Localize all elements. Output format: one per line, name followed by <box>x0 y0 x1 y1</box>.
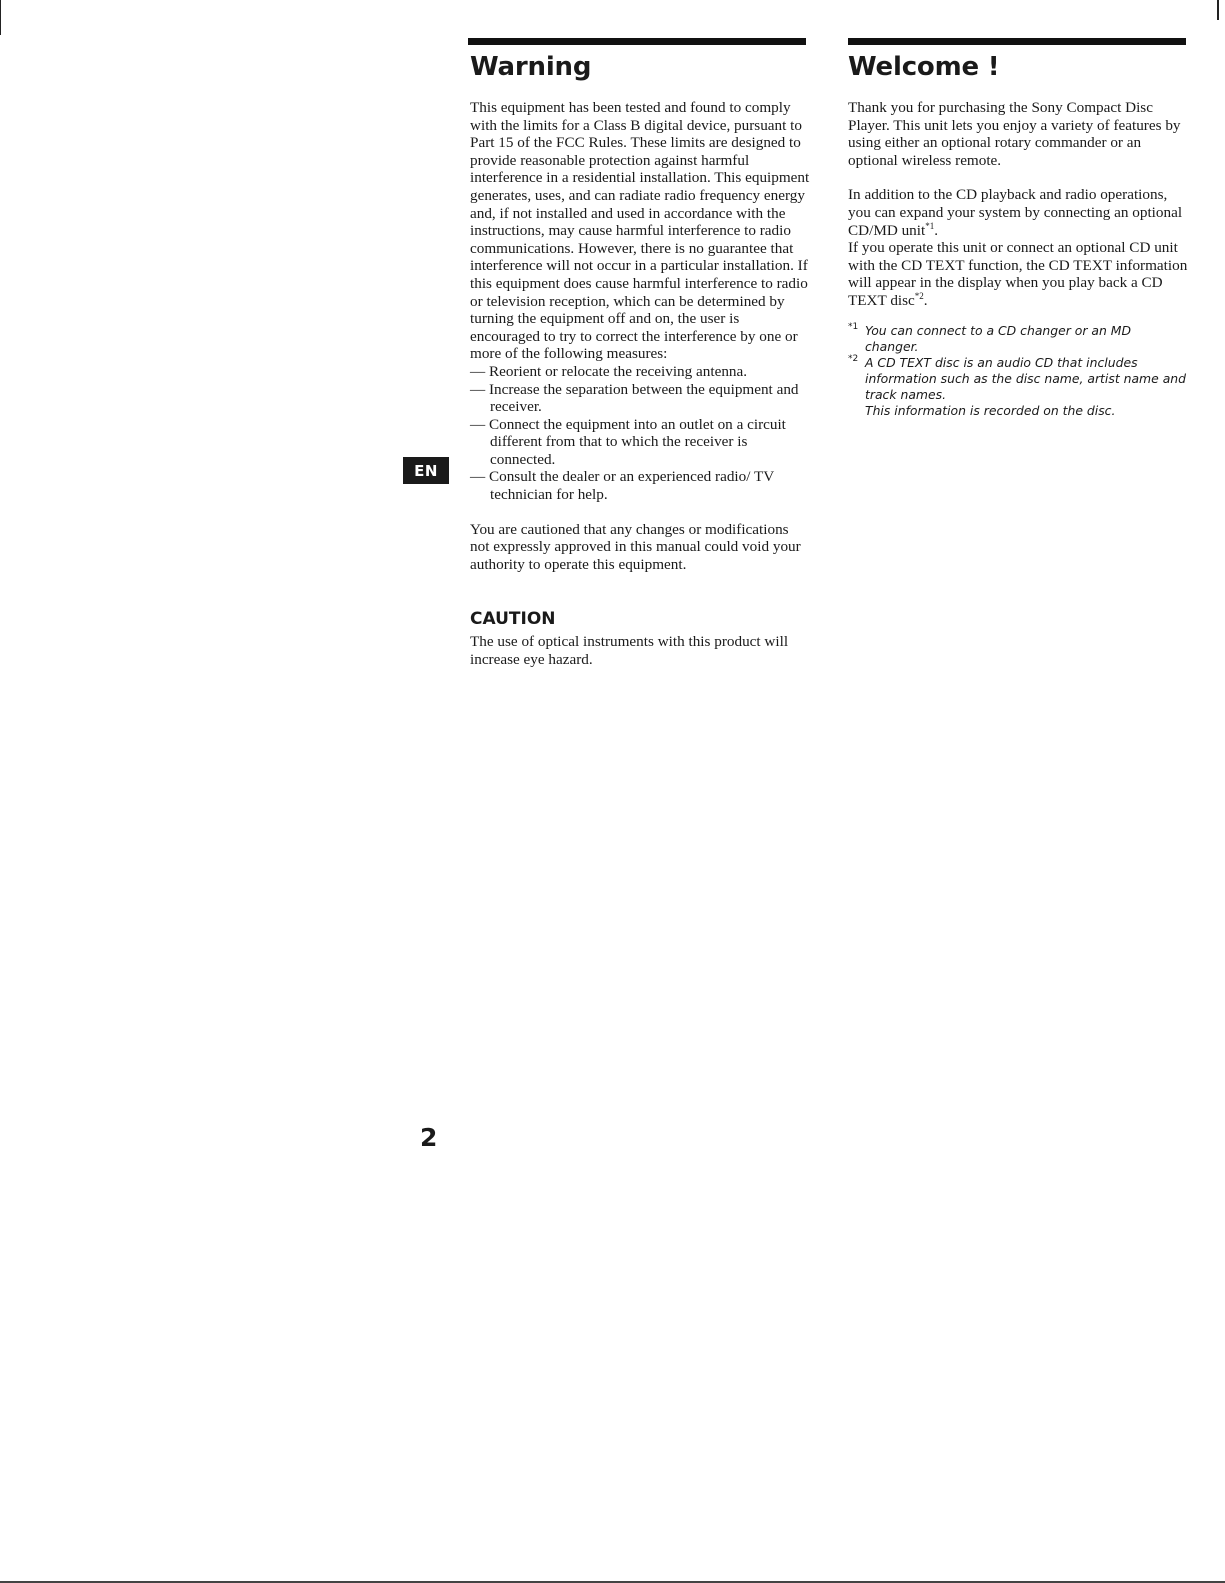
measure-item: — Connect the equipment into an outlet on a circuit different from that to which the receiver is connected. <box>470 416 810 469</box>
expansion-text: In addition to the CD playback and radio operations, you can expand your system by connecting an optional CD/MD unit <box>848 186 1183 239</box>
page-edge-left <box>0 0 1 35</box>
expansion-paragraph <box>848 186 1188 309</box>
footnote-mark: *1 <box>925 220 935 231</box>
caution-heading: CAUTION <box>470 609 556 630</box>
footnote-text: A CD TEXT disc is an audio CD that includes information such as the disc name, artist name and track names. <box>865 354 1187 402</box>
footnotes <box>848 323 1188 419</box>
modifications-paragraph: You are cautioned that any changes or modifications not expressly approved in this manual could void your authority to operate this equipment. <box>470 520 801 573</box>
section-rule <box>468 38 806 45</box>
footnote-text: You can connect to a CD changer or an MD changer. <box>865 322 1132 354</box>
section-rule <box>848 38 1186 45</box>
warning-column <box>470 38 810 669</box>
cd-text-text: If you operate this unit or connect an optional CD unit with the CD TEXT function, the CD TEXT information will appear in the display when you play back a CD TEXT disc <box>848 239 1188 309</box>
expansion-end: . <box>934 221 939 239</box>
measure-item: — Reorient or relocate the receiving antenna. <box>470 363 810 381</box>
warning-paragraph: This equipment has been tested and found to comply with the limits for a Class B digital device, pursuant to Part 15 of the FCC Rules. These limits are designed to provide reasonable protection against harmful interference in a residential installation. This equipment generates, uses, and can radiate radio frequency energy and, if not installed and used in accordance with the instructions, may cause harmful interference to radio communications. However, there is no guarantee that interference will not occur in a particular installation. If this equipment does cause harmful interference to radio or television reception, which can be determined by turning the equipment off and on, the user is encouraged to try to correct the interference by one or more of the following measures: <box>470 99 810 363</box>
measures-list <box>470 363 810 504</box>
welcome-paragraph: Thank you for purchasing the Sony Compact Disc Player. This unit lets you enjoy a variety of features by using either an optional rotary commander or an optional wireless remote. <box>848 99 1181 169</box>
cd-text-end: . <box>923 291 928 309</box>
page-edge-right <box>1217 0 1219 20</box>
page-number: 2 <box>420 1123 438 1152</box>
warning-heading: Warning <box>470 52 592 82</box>
language-tab: EN <box>403 457 449 484</box>
welcome-column <box>848 38 1188 419</box>
measure-item: — Increase the separation between the equipment and receiver. <box>470 381 810 416</box>
footnote-item: *2 A CD TEXT disc is an audio CD that includes information such as the disc name, artist name and track names. This information is recorded on the disc. <box>848 354 1187 418</box>
footnote-item: *1 You can connect to a CD changer or an MD changer. <box>848 322 1132 354</box>
measure-item: — Consult the dealer or an experienced radio/ TV technician for help. <box>470 468 810 503</box>
footnote-mark: *2 <box>914 290 924 301</box>
caution-text: The use of optical instruments with this product will increase eye hazard. <box>470 633 789 669</box>
footnote-text-extra: This information is recorded on the disc. <box>865 402 1116 418</box>
welcome-heading: Welcome ! <box>848 52 1000 82</box>
